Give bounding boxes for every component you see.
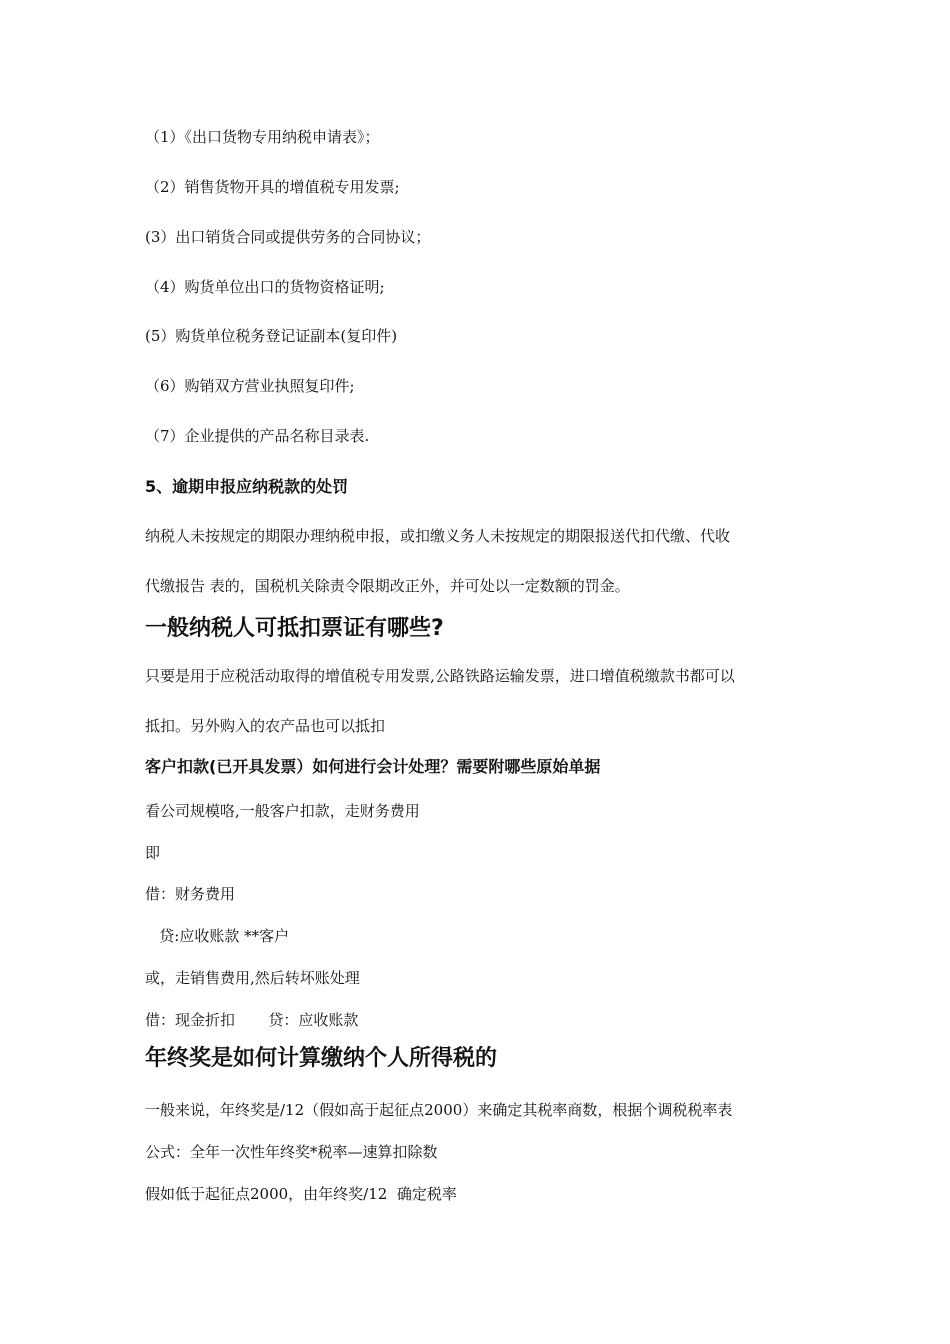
section5-heading: 5、逾期申报应纳税款的处罚 xyxy=(145,477,349,496)
list-item-6: （6）购销双方营业执照复印件; xyxy=(145,377,355,395)
deduct-paragraph-line-2: 抵扣。另外购入的农产品也可以抵扣 xyxy=(145,717,386,735)
deduct-heading: 一般纳税人可抵扣票证有哪些? xyxy=(145,616,444,641)
list-item-3: (3）出口销货合同或提供劳务的合同协议； xyxy=(145,228,431,246)
list-item-7: （7）企业提供的产品名称目录表. xyxy=(145,427,370,445)
customer-line-1: 看公司规模咯,一般客户扣款，走财务费用 xyxy=(145,802,420,820)
bonus-line-2: 公式：全年一次性年终奖*税率—速算扣除数 xyxy=(145,1143,438,1161)
customer-heading: 客户扣款(已开具发票）如何进行会计处理？需要附哪些原始单据 xyxy=(145,757,601,776)
list-item-4: （4）购货单位出口的货物资格证明; xyxy=(145,278,385,296)
list-item-1: （1）《出口货物专用纳税申请表》； xyxy=(145,128,380,146)
deduct-paragraph-line-1: 只要是用于应税活动取得的增值税专用发票,公路铁路运输发票，进口增值税缴款书都可以 xyxy=(145,667,735,685)
customer-line-4: 贷:应收账款 **客户 xyxy=(145,927,290,945)
customer-line-5: 或，走销售费用,然后转坏账处理 xyxy=(145,969,360,987)
bonus-line-1: 一般来说，年终奖是/12（假如高于起征点2000）来确定其税率商数，根据个调税税率表 xyxy=(145,1101,733,1119)
section5-paragraph-line-2: 代缴报告 表的，国税机关除责令限期改正外，并可处以一定数额的罚金。 xyxy=(145,577,630,595)
list-item-2: （2）销售货物开具的增值税专用发票; xyxy=(145,178,400,196)
bonus-line-3: 假如低于起征点2000，由年终奖/12 确定税率 xyxy=(145,1185,457,1203)
customer-line-3: 借：财务费用 xyxy=(145,885,236,903)
list-item-5: (5）购货单位税务登记证副本(复印件) xyxy=(145,327,398,345)
bonus-heading: 年终奖是如何计算缴纳个人所得税的 xyxy=(145,1046,498,1071)
section5-paragraph-line-1: 纳税人未按规定的期限办理纳税申报，或扣缴义务人未按规定的期限报送代扣代缴、代收 xyxy=(145,527,731,545)
customer-line-6: 借：现金折扣 贷：应收账款 xyxy=(145,1011,359,1029)
customer-line-2: 即 xyxy=(145,844,161,862)
